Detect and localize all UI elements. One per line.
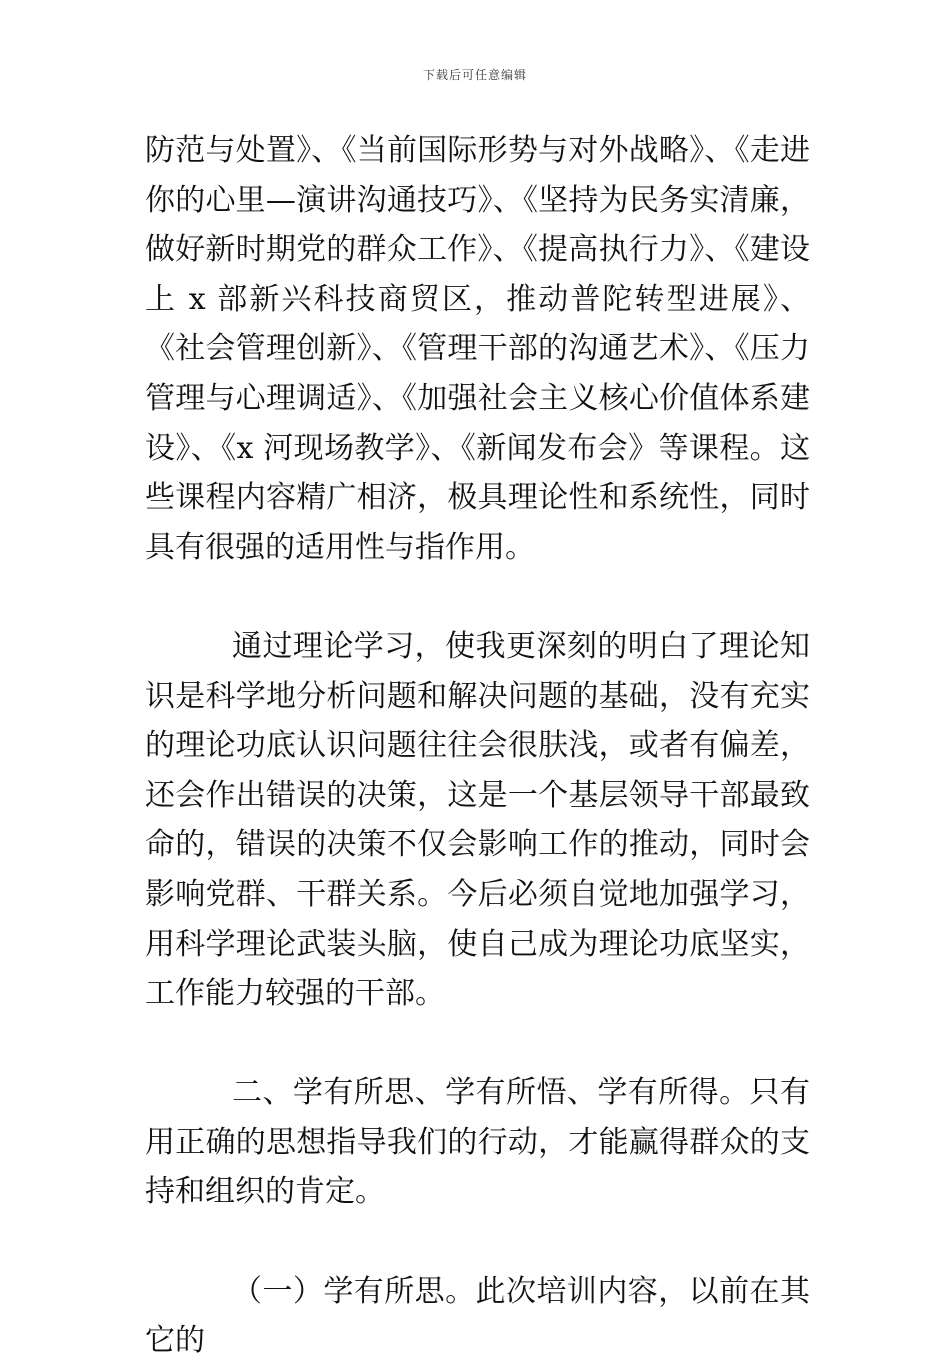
- paragraph-course-list: 防范与处置》、《当前国际形势与对外战略》、《走进你的心里—演讲沟通技巧》、《坚持为民务实清廉，做好新时期党的群众工作》、《提高执行力》、《建设上 x 部新兴科技商贸区，推动普陀转型进展》、《社会管理创新》、《管理干部的沟通艺术》、《压力管理与心理调适》、《加强社会主义核心价值体系建设》、《x 河现场教学》、《新闻发布会》等课程。这些课程内容精广相济，极具理论性和系统性，同时具有很强的适用性与指作用。: [145, 133, 810, 565]
- page-header-note: 下载后可任意编辑: [422, 68, 527, 82]
- paragraph-theory-study: 通过理论学习，使我更深刻的明白了理论知识是科学地分析问题和解决问题的基础，没有充实的理论功底认识问题往往会很肤浅，或者有偏差，还会作出错误的决策，这是一个基层领导干部最致命的，错误的决策不仅会影响工作的推动，同时会影响党群、干群关系。今后必须自觉地加强学习，用科学理论武装头脑，使自己成为理论功底坚实，工作能力较强的干部。: [145, 628, 810, 1012]
- document-body: [145, 126, 810, 1366]
- paragraph-subsection-one: （一）学有所思。此次培训内容，以前在其它的: [145, 1273, 810, 1359]
- paragraph-section-two-heading: 二、学有所思、学有所悟、学有所得。只有用正确的思想指导我们的行动，才能赢得群众的支持和组织的肯定。: [145, 1075, 810, 1210]
